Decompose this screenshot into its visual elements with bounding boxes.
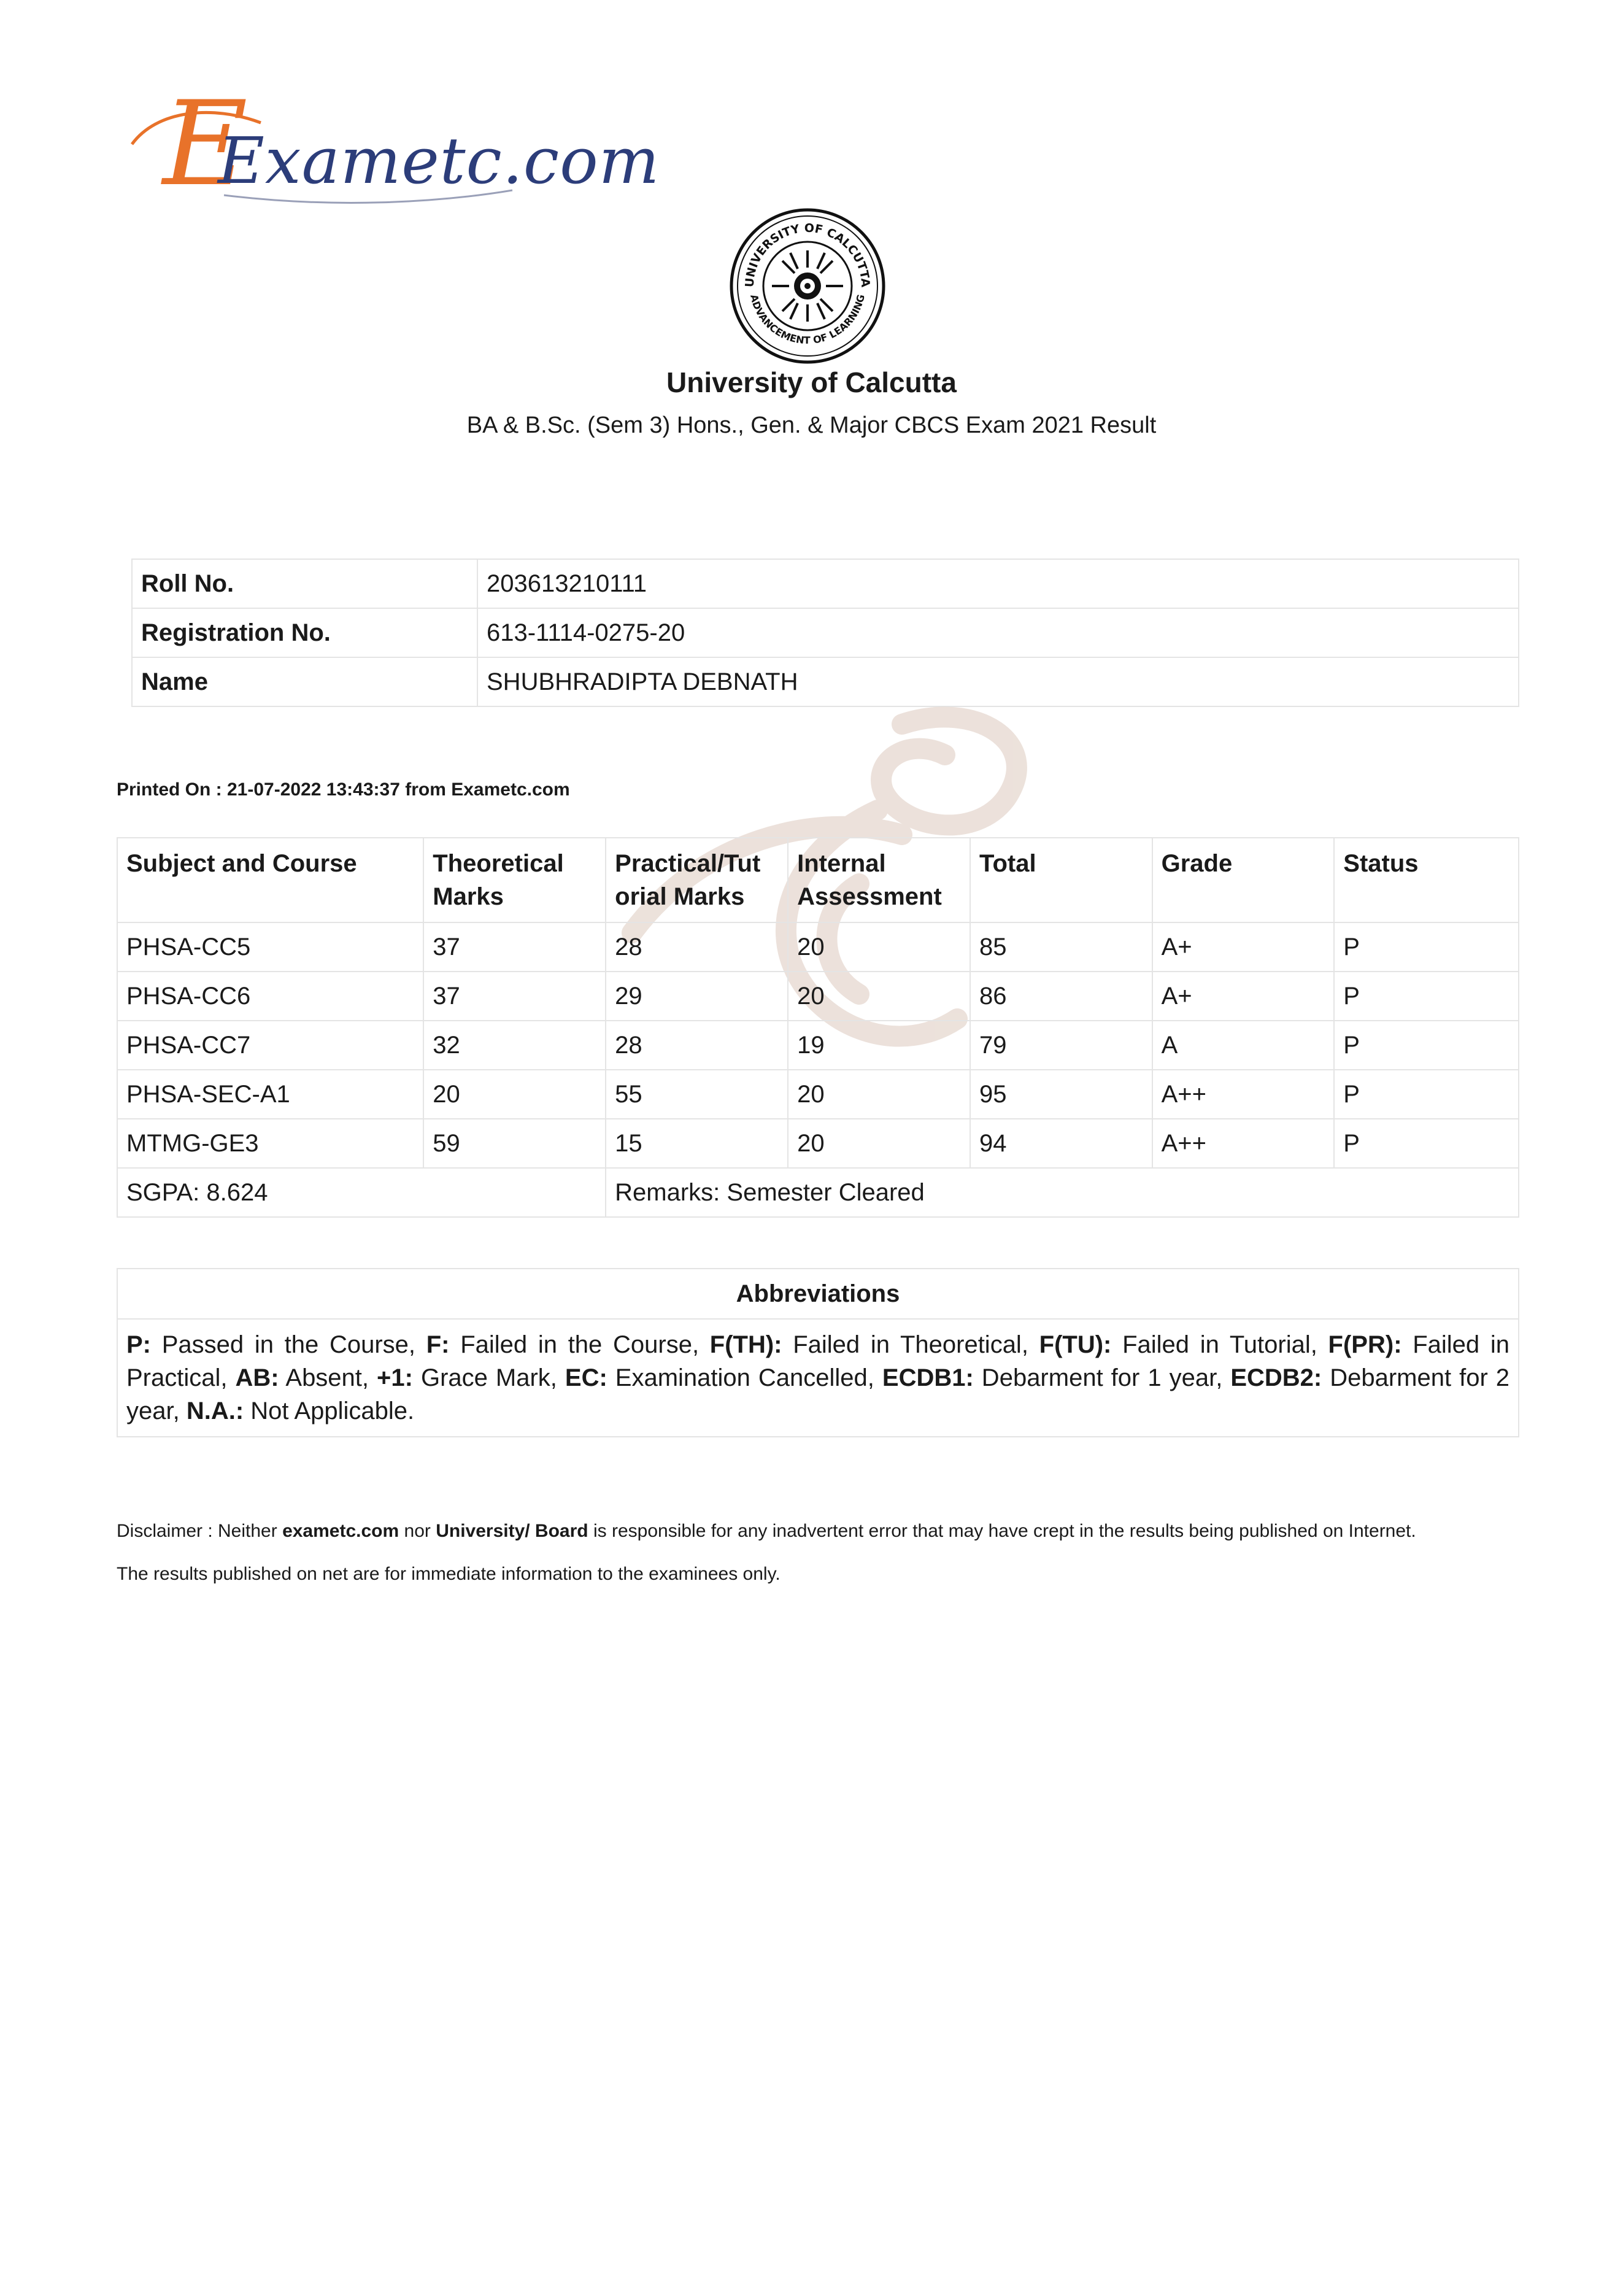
grade-cell: A++ bbox=[1152, 1070, 1335, 1119]
internal-cell: 19 bbox=[788, 1021, 970, 1070]
abbreviations-title: Abbreviations bbox=[117, 1269, 1519, 1319]
status-cell: P bbox=[1334, 1070, 1519, 1119]
practical-cell: 28 bbox=[606, 922, 788, 972]
printed-on: Printed On : 21-07-2022 13:43:37 from Exametc.com bbox=[117, 779, 570, 800]
internal-header: Internal Assessment bbox=[788, 838, 970, 922]
marks-table bbox=[117, 837, 1519, 1218]
student-info-table bbox=[131, 559, 1519, 707]
table-row bbox=[117, 1119, 1519, 1168]
remarks-cell: Remarks: Semester Cleared bbox=[606, 1168, 1519, 1217]
status-cell: P bbox=[1334, 972, 1519, 1021]
grade-cell: A+ bbox=[1152, 922, 1335, 972]
table-row bbox=[117, 1021, 1519, 1070]
registration-no-label: Registration No. bbox=[132, 608, 477, 657]
sgpa-cell: SGPA: 8.624 bbox=[117, 1168, 606, 1217]
table-row bbox=[117, 972, 1519, 1021]
grade-cell: A+ bbox=[1152, 972, 1335, 1021]
theory-cell: 37 bbox=[423, 972, 606, 1021]
total-cell: 95 bbox=[970, 1070, 1152, 1119]
abbreviations-text: P: Passed in the Course, F: Failed in the Course, F(TH): Failed in Theoretical, F(TU): Failed in Tutorial, F(PR): Failed in Practical, AB: Absent, +1: Grace Mark, EC: Examination Cancelled, ECDB1: Debarment for 1 year, ECDB2: Debarment for 2 year, N.A.: Not Applicable. bbox=[117, 1319, 1519, 1437]
exametc-logo bbox=[120, 76, 660, 212]
subject-cell: PHSA-CC7 bbox=[117, 1021, 423, 1070]
table-row bbox=[132, 559, 1519, 608]
registration-no-value: 613-1114-0275-20 bbox=[477, 608, 1519, 657]
summary-row bbox=[117, 1168, 1519, 1217]
practical-cell: 15 bbox=[606, 1119, 788, 1168]
university-seal-icon bbox=[729, 207, 886, 365]
internal-cell: 20 bbox=[788, 1119, 970, 1168]
disclaimer-note: The results published on net are for immediate information to the examinees only. bbox=[117, 1564, 781, 1584]
marks-header-row bbox=[117, 838, 1519, 922]
theory-cell: 20 bbox=[423, 1070, 606, 1119]
table-row bbox=[117, 922, 1519, 972]
theory-cell: 32 bbox=[423, 1021, 606, 1070]
internal-cell: 20 bbox=[788, 922, 970, 972]
seal-bottom-text: ADVANCEMENT OF LEARNING bbox=[748, 293, 867, 347]
table-row bbox=[117, 1269, 1519, 1319]
table-row bbox=[117, 1319, 1519, 1437]
status-cell: P bbox=[1334, 922, 1519, 972]
grade-cell: A bbox=[1152, 1021, 1335, 1070]
total-cell: 79 bbox=[970, 1021, 1152, 1070]
grade-header: Grade bbox=[1152, 838, 1335, 922]
roll-no-value: 203613210111 bbox=[477, 559, 1519, 608]
practical-cell: 29 bbox=[606, 972, 788, 1021]
internal-cell: 20 bbox=[788, 972, 970, 1021]
theory-cell: 59 bbox=[423, 1119, 606, 1168]
total-cell: 86 bbox=[970, 972, 1152, 1021]
name-label: Name bbox=[132, 657, 477, 706]
table-row bbox=[117, 1070, 1519, 1119]
status-header: Status bbox=[1334, 838, 1519, 922]
exam-title: BA & B.Sc. (Sem 3) Hons., Gen. & Major CBCS Exam 2021 Result bbox=[466, 412, 1157, 438]
total-cell: 94 bbox=[970, 1119, 1152, 1168]
seal-top-text: UNIVERSITY OF CALCUTTA bbox=[742, 221, 873, 288]
total-header: Total bbox=[970, 838, 1152, 922]
logo-letter-e: E bbox=[163, 76, 248, 212]
university-title: University of Calcutta bbox=[666, 366, 957, 398]
subject-cell: MTMG-GE3 bbox=[117, 1119, 423, 1168]
table-row bbox=[132, 608, 1519, 657]
grade-cell: A++ bbox=[1152, 1119, 1335, 1168]
theory-cell: 37 bbox=[423, 922, 606, 972]
subject-cell: PHSA-CC6 bbox=[117, 972, 423, 1021]
practical-header: Practical/Tut orial Marks bbox=[606, 838, 788, 922]
total-cell: 85 bbox=[970, 922, 1152, 972]
roll-no-label: Roll No. bbox=[132, 559, 477, 608]
disclaimer: Disclaimer : Neither exametc.com nor University/ Board is responsible for any inadvertent error that may have crept in the results being published on Internet. bbox=[117, 1521, 1416, 1541]
subject-header: Subject and Course bbox=[117, 838, 423, 922]
subject-cell: PHSA-SEC-A1 bbox=[117, 1070, 423, 1119]
status-cell: P bbox=[1334, 1119, 1519, 1168]
practical-cell: 28 bbox=[606, 1021, 788, 1070]
theoretical-header: Theoretical Marks bbox=[423, 838, 606, 922]
status-cell: P bbox=[1334, 1021, 1519, 1070]
internal-cell: 20 bbox=[788, 1070, 970, 1119]
logo-wordmark: Exametc.com bbox=[218, 123, 660, 198]
abbreviations-table bbox=[117, 1268, 1519, 1437]
practical-cell: 55 bbox=[606, 1070, 788, 1119]
name-value: SHUBHRADIPTA DEBNATH bbox=[477, 657, 1519, 706]
subject-cell: PHSA-CC5 bbox=[117, 922, 423, 972]
